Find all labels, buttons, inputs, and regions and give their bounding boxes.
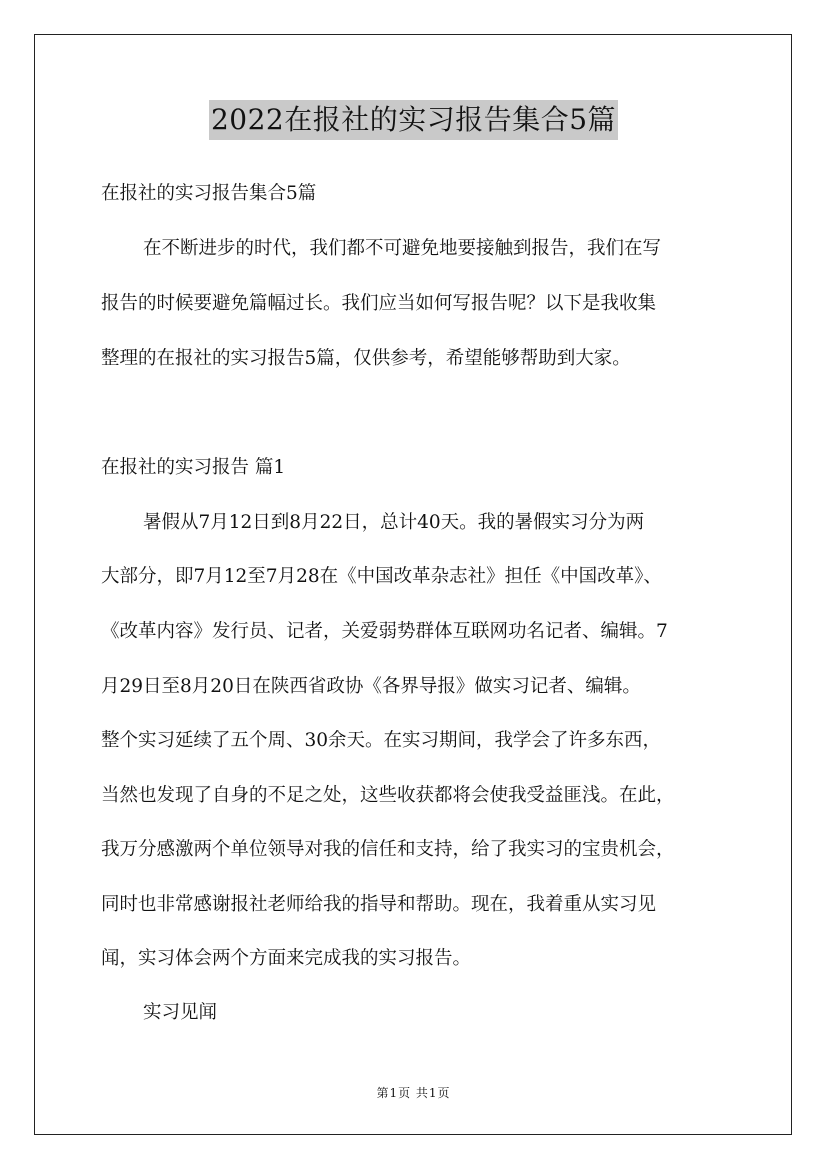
section1-line-6: 当然也发现了自身的不足之处，这些收获都将会使我受益匪浅。在此， — [101, 785, 675, 806]
page-footer: 第1页 共1页 — [376, 1086, 451, 1100]
document-title: 2022在报社的实习报告集合5篇 — [209, 100, 618, 140]
intro-line-3: 整理的在报社的实习报告5篇，仅供参考，希望能够帮助到大家。 — [101, 348, 631, 369]
title-container — [0, 100, 827, 140]
section1-line-3: 《改革内容》发行员、记者，关爱弱势群体互联网功名记者、编辑。7 — [101, 621, 668, 642]
section1-line-1: 暑假从7月12日到8月22日，总计40天。我的暑假实习分为两 — [143, 512, 645, 533]
document-subtitle: 在报社的实习报告集合5篇 — [101, 183, 317, 204]
section1-line-5: 整个实习延续了五个周、30余天。在实习期间，我学会了许多东西， — [101, 730, 662, 751]
section1-line-7: 我万分感激两个单位领导对我的信任和支持，给了我实习的宝贵机会， — [101, 839, 675, 860]
section1-line-2: 大部分，即7月12至7月28在《中国改革杂志社》担任《中国改革》、 — [101, 566, 662, 587]
intro-line-2: 报告的时候要避免篇幅过长。我们应当如何写报告呢？以下是我收集 — [101, 293, 657, 314]
section1-line-9: 闻，实习体会两个方面来完成我的实习报告。 — [101, 948, 472, 969]
section1-line-4: 月29日至8月20日在陕西省政协《各界导报》做实习记者、编辑。 — [101, 676, 641, 697]
section1-line-8: 同时也非常感谢报社老师给我的指导和帮助。现在，我着重从实习见 — [101, 894, 657, 915]
intro-line-1: 在不断进步的时代，我们都不可避免地要接触到报告，我们在写 — [143, 238, 662, 259]
section1-heading: 在报社的实习报告 篇1 — [101, 457, 286, 478]
subheading-internship-experience: 实习见闻 — [143, 1002, 218, 1023]
